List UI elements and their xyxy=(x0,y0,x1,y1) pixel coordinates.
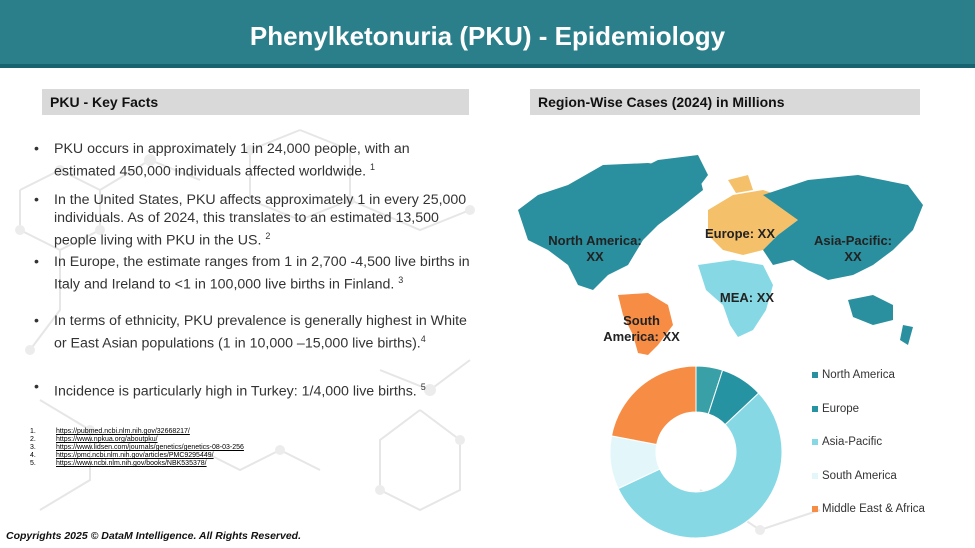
donut-slice-middle-east-africa xyxy=(612,366,696,445)
legend-item: Europe xyxy=(812,402,975,416)
fact-bullet: • In terms of ethnicity, PKU prevalence is generally highest in White or East Asian populations (1 in 10,000 –15,000 live births).$^4$ xyxy=(34,313,467,352)
reference-item[interactable]: 5. https://www.ncbi.nlm.nih.gov/books/NBK535378/ xyxy=(30,460,207,467)
reference-link[interactable]: https://pubmed.ncbi.nlm.nih.gov/32668217/ xyxy=(56,428,190,435)
references-list xyxy=(30,428,244,468)
legend-item: Middle East & Africa xyxy=(812,502,932,516)
page-title: Phenylketonuria (PKU) - Epidemiology xyxy=(249,21,726,51)
label-north-america: North America: XX xyxy=(548,233,642,264)
legend-item: North America xyxy=(812,368,975,382)
legend-swatch xyxy=(812,406,818,412)
title-bar xyxy=(0,0,975,67)
label-mea: MEA: XX xyxy=(719,290,775,305)
reference-item[interactable]: 3. https://www.lidsen.com/journals/genetics/genetics-08-03-256 xyxy=(30,444,244,451)
fact-bullet: • In the United States, PKU affects approximately 1 in every 25,000 individuals. As of 2024, this translates to an estimated 13,500 people living with PKU in the US. $^2$ xyxy=(34,192,467,249)
reference-link[interactable]: https://www.npkua.org/aboutpku/ xyxy=(56,436,158,443)
legend-swatch xyxy=(812,473,818,479)
region-cases-heading: Region-Wise Cases (2024) in Millions xyxy=(530,89,920,115)
legend-item: Asia-Pacific xyxy=(812,435,975,449)
legend-swatch xyxy=(812,506,818,512)
copyright-text: Copyrights 2025 © DataM Intelligence. All Rights Reserved. xyxy=(6,530,302,542)
fact-bullet: • In Europe, the estimate ranges from 1 in 2,700 -4,500 live births in Italy and Ireland to <1 in 100,000 live births in Finland. $^3$ xyxy=(34,254,470,293)
title-underline xyxy=(0,64,975,68)
reference-link[interactable]: https://pmc.ncbi.nlm.nih.gov/articles/PMC9295449/ xyxy=(56,452,214,459)
label-asia-pacific: Asia-Pacific: XX xyxy=(813,233,893,264)
key-facts-heading: PKU - Key Facts xyxy=(42,89,469,115)
fact-bullet: • Incidence is particularly high in Turkey: 1/4,000 live births. $^5$ xyxy=(34,379,426,400)
fact-bullet: • PKU occurs in approximately 1 in 24,000 people, with an estimated 450,000 individuals affected worldwide. $^1$ xyxy=(34,141,410,180)
label-south-america: South America: XX xyxy=(603,313,680,344)
reference-link[interactable]: https://www.lidsen.com/journals/genetics/genetics-08-03-256 xyxy=(56,444,244,451)
legend-swatch xyxy=(812,439,818,445)
label-europe: Europe: XX xyxy=(704,226,776,241)
legend-item: South America xyxy=(812,469,975,483)
reference-item[interactable]: 1. https://pubmed.ncbi.nlm.nih.gov/32668217/ xyxy=(30,428,190,435)
legend-swatch xyxy=(812,372,818,378)
reference-link[interactable]: https://www.ncbi.nlm.nih.gov/books/NBK535378/ xyxy=(56,460,207,467)
cases-donut-chart xyxy=(606,362,786,542)
reference-item[interactable]: 4. https://pmc.ncbi.nlm.nih.gov/articles/PMC9295449/ xyxy=(30,452,214,459)
reference-item[interactable]: 2. https://www.npkua.org/aboutpku/ xyxy=(30,436,158,443)
